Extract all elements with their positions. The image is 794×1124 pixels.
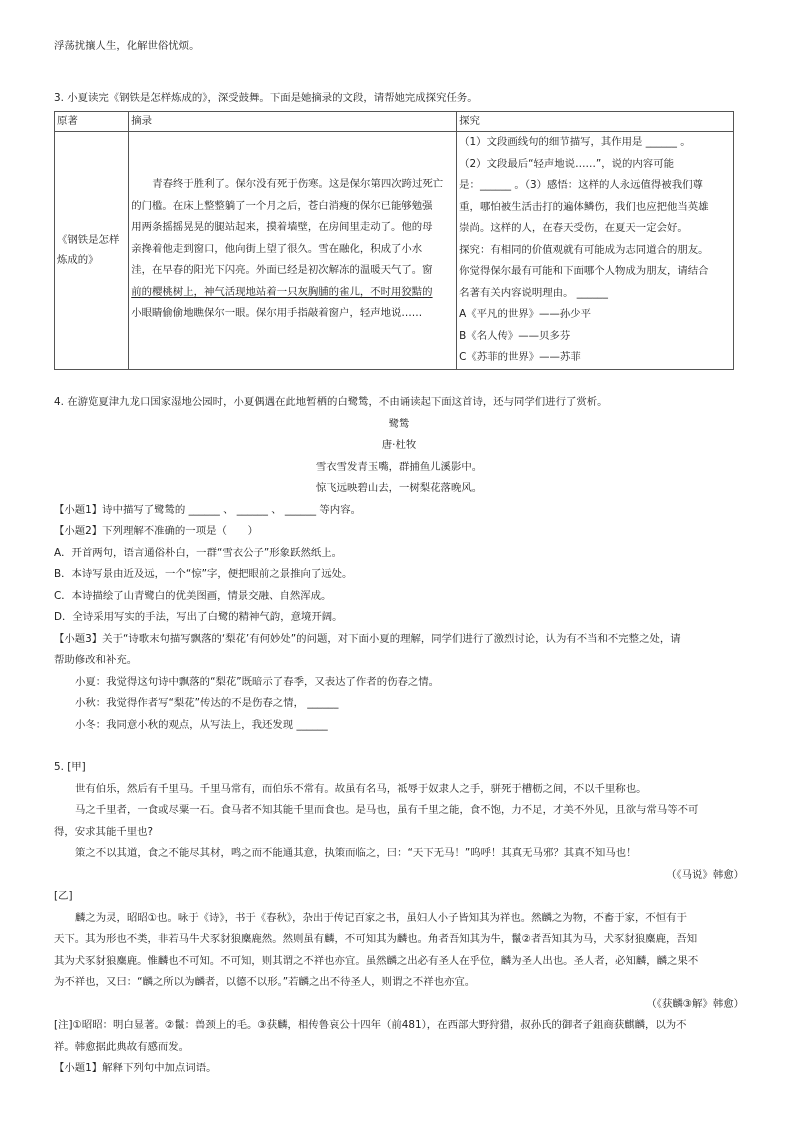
inquiry-line: （1）文段画线句的细节描写，其作用是 ______ 。 bbox=[459, 136, 691, 148]
q3-excerpt-table bbox=[54, 111, 734, 370]
jia-paragraph-cont: 得，安求其能千里也? bbox=[54, 825, 154, 838]
poem-title: 鹭鸶 bbox=[388, 417, 410, 430]
excerpt-line: 的门槛。在床上整整躺了一个月之后，苍白消瘦的保尔已能够勉强 bbox=[131, 199, 433, 212]
q4-option-d: D．全诗采用写实的手法，写出了白鹭的精神气韵，意境开阔。 bbox=[54, 611, 343, 623]
inquiry-line: 探究：有相同的价值观就有可能成为志同道合的朋友。 bbox=[459, 243, 709, 256]
q4-option-a: A．开首两句，语言通俗朴白，一群“雪衣公子”形象跃然纸上。 bbox=[54, 546, 343, 559]
table-header-inquiry: 探究 bbox=[457, 112, 734, 132]
jia-paragraph: 马之千里者，一食或尽粟一石。食马者不知其能千里而食也。是马也，虽有千里之能，食不饱，力不足，才美不外见，且欲与常马等不可 bbox=[75, 804, 699, 816]
dialog-line: 小秋：我觉得作者写“梨花”传达的不是伤春之情， ______ bbox=[75, 697, 339, 709]
poem-line: 雪衣雪发青玉嘴，群捕鱼儿溪影中。 bbox=[315, 460, 483, 473]
notes-line: 祥。韩愈据此典故有感而发。 bbox=[54, 1040, 190, 1053]
inquiry-option: C《苏菲的世界》——苏菲 bbox=[459, 351, 581, 363]
inquiry-cell bbox=[457, 132, 734, 370]
q5-sub1: 【小题1】解释下列句中加点词语。 bbox=[54, 1062, 217, 1074]
q3-prompt: 3. 小夏读完《钢铁是怎样炼成的》，深受鼓舞。下面是她摘录的文段，请帮她完成探究任务。 bbox=[54, 92, 478, 104]
yi-line: 其为犬豕豺狼麋鹿。惟麟也不可知。不可知，则其谓之不祥也亦宜。虽然麟之出必有圣人在乎位，麟为圣人出也。圣人者，必知麟，麟之果不 bbox=[54, 954, 699, 967]
excerpt-line-underlined: 小眼睛偷偷地瞧保尔一眼。保尔用手指敲着窗户，轻声地说…… bbox=[131, 307, 423, 319]
excerpt-line-underlined: 前的樱桃树上，神气活现地站着一只灰胸脯的雀儿，不时用狡黠的 bbox=[131, 285, 433, 298]
excerpt-line: 洼，在早春的阳光下闪亮。外面已经是初次解冻的温暖天气了。窗 bbox=[131, 264, 433, 276]
excerpt-cell bbox=[129, 132, 457, 370]
jia-source: （《马说》韩愈） bbox=[666, 868, 744, 881]
excerpt-line: 青春终于胜利了。保尔没有死于伤寒。这是保尔第四次跨过死亡 bbox=[152, 178, 444, 190]
dialog-line: 小冬：我同意小秋的观点，从写法上，我还发现 ______ bbox=[75, 718, 328, 731]
inquiry-line: 重，哪怕被生活击打的遍体鳞伤，我们也应把他当英雄 bbox=[459, 200, 709, 213]
q4-option-c: C．本诗描绘了山青鹭白的优美图画，情景交融、自然浑成。 bbox=[54, 589, 332, 602]
yi-line: 麟之为灵，昭昭①也。咏于《诗》，书于《春秋》，杂出于传记百家之书，虽妇人小子皆知其为祥也。然麟之为物，不畜于家，不恒有于 bbox=[75, 911, 687, 924]
yi-line: 为不祥也，又曰：“麟之所以为麟者，以德不以形。”若麟之出不待圣人，则谓之不祥也亦宜。 bbox=[54, 976, 476, 988]
q4-sub2: 【小题2】下列理解不准确的一项是（ ） bbox=[54, 525, 259, 537]
book-title-cell: 《钢铁是怎样炼成的》 bbox=[55, 132, 129, 370]
table-header-excerpt: 摘录 bbox=[129, 112, 457, 132]
dialog-line: 小夏：我觉得这句诗中飘落的“梨花”既暗示了春季，又表达了作者的伤春之情。 bbox=[75, 675, 440, 688]
q4-section bbox=[54, 392, 744, 736]
q4-sub1: 【小题1】诗中描写了鹭鸶的 ______ 、 ______ 、 ______ 等内容。 bbox=[54, 503, 361, 516]
q4-sub3: 【小题3】关于“诗歌末句描写飘落的‘梨花’有何妙处”的问题，对下面小夏的理解，同学们进行了激烈讨论，认为有不当和不完整之处，请 bbox=[54, 632, 681, 645]
excerpt-line: 亲搀着他走到窗口，他向街上望了很久。雪在融化，积成了小水 bbox=[131, 242, 423, 255]
inquiry-line: 是：______ 。（3）感悟：这样的人永远值得被我们尊 bbox=[459, 179, 703, 191]
top-line: 浮荡扰攘人生，化解世俗忧烦。 bbox=[54, 40, 200, 52]
inquiry-line: 崇尚。这样的人，在春天受伤，在夏天一定会好。 bbox=[459, 222, 688, 234]
q4-sub3-cont: 帮助修改和补充。 bbox=[54, 654, 138, 666]
yi-source: （《获麟③解》韩愈） bbox=[646, 997, 744, 1010]
yi-label: [乙] bbox=[54, 890, 73, 902]
inquiry-line: 你觉得保尔最有可能和下面哪个人物成为朋友，请结合 bbox=[459, 265, 709, 277]
q4-prompt: 4. 在游览夏津九龙口国家湿地公园时，小夏偶遇在此地暂栖的白鹭鸶，不由诵读起下面这首诗，还与同学们进行了赏析。 bbox=[54, 396, 608, 408]
inquiry-option: A《平凡的世界》——孙少平 bbox=[459, 308, 591, 320]
notes-line: [注]①昭昭：明白显著。②鬣：兽颈上的毛。③获麟，相传鲁哀公十四年（前481），在西部大野狩猎，叔孙氏的御者子鉏商获麒麟，以为不 bbox=[54, 1019, 687, 1031]
excerpt-line: 用两条摇摇晃晃的腿站起来，摸着墙壁，在房间里走动了。他的母 bbox=[131, 221, 433, 233]
jia-paragraph: 策之不以其道，食之不能尽其材，鸣之而不能通其意，执策而临之，曰：“天下无马！”呜呼！其真无马邪？其真不知马也！ bbox=[75, 847, 637, 859]
poem-author: 唐·杜牧 bbox=[381, 439, 417, 451]
jia-paragraph: 世有伯乐，然后有千里马。千里马常有，而伯乐不常有。故虽有名马，祗辱于奴隶人之手，骈死于槽枥之间，不以千里称也。 bbox=[75, 782, 647, 795]
inquiry-line: 名著有关内容说明理由。 ______ bbox=[459, 286, 608, 299]
inquiry-option: B《名人传》——贝多芬 bbox=[459, 329, 571, 342]
poem-line: 惊飞远映碧山去，一树梨花落晚风。 bbox=[315, 482, 483, 494]
q5-label: 5. [甲] bbox=[54, 761, 86, 773]
q5-section bbox=[54, 757, 744, 1080]
yi-line: 天下。其为形也不类，非若马牛犬豕豺狼麋鹿然。然则虽有麟，不可知其为麟也。角者吾知其为牛，鬣②者吾知其为马，犬豕豺狼麋鹿，吾知 bbox=[54, 933, 698, 945]
inquiry-line: （2）文段最后“轻声地说……”，说的内容可能 bbox=[459, 157, 674, 170]
q4-option-b: B．本诗写景由近及远，一个“惊”字，便把眼前之景推向了远处。 bbox=[54, 568, 353, 580]
table-header-original: 原著 bbox=[55, 112, 129, 132]
